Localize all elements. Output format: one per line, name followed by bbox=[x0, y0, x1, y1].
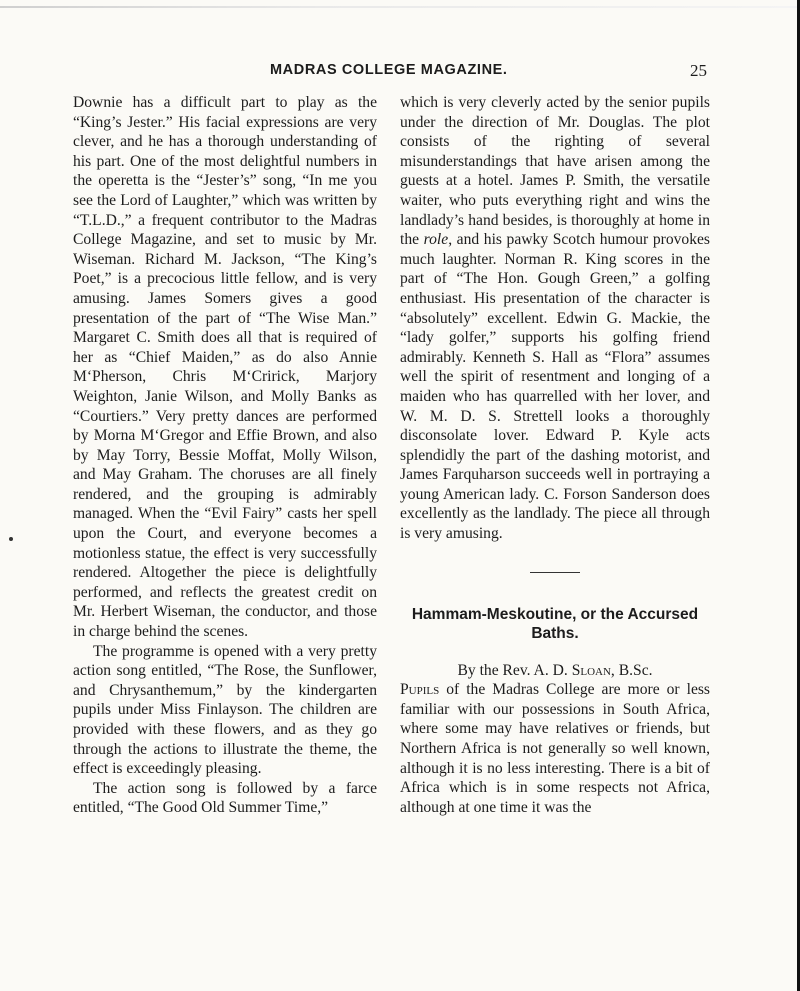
magazine-title: MADRAS COLLEGE MAGAZINE. bbox=[270, 62, 508, 78]
paragraph-farce-review bbox=[400, 93, 710, 544]
paragraph-action-song: The programme is opened with a very pretty action song entitled, “The Rose, the Sunflower, and Chrysanthemum,” by the kindergarten pupils under Miss Finlayson. The children are provided with these flowers, and as they go through the actions to illustrate the theme, the effect is exceedingly pleasing. bbox=[73, 642, 377, 778]
article-lead-word: Pupils bbox=[400, 681, 440, 699]
margin-mark bbox=[9, 537, 13, 541]
article-body bbox=[400, 680, 710, 817]
article-body-text: of the Madras College are more or less familiar with our possessions in South Africa, where some may have relatives or friends, but Northern Africa is not generally so well known, although it is no less interesting. There is a bit of Africa which is in some respects not Africa, although at one time it was the bbox=[400, 681, 710, 816]
left-column bbox=[73, 93, 377, 818]
page-top-edge bbox=[0, 6, 800, 8]
article-title: Hammam-Meskoutine, or the Accursed Baths. bbox=[411, 605, 699, 642]
byline-suffix: , B.Sc. bbox=[610, 661, 653, 679]
section-divider bbox=[530, 572, 580, 573]
article-byline bbox=[400, 661, 710, 681]
byline-name: Sloan bbox=[571, 661, 611, 679]
italic-word: role bbox=[423, 231, 449, 249]
running-head bbox=[0, 62, 800, 84]
page-number: 25 bbox=[690, 61, 707, 80]
paragraph-operetta-review: Downie has a difficult part to play as the “King’s Jester.” His facial expressions are very clever, and he has a thorough understanding of his part. One of the most delightful numbers in the operetta is the “Jester’s” song, “In me you see the Lord of Laughter,” which was written by “T.L.D.,” a frequent contributor to the Madras College Magazine, and set to music by Mr. Wiseman. Richard M. Jackson, “The King’s Poet,” is a precocious little fellow, and is very amusing. James Somers gives a good presentation of the part of “The Wise Man.” Margaret C. Smith does all that is required of her as “Chief Maiden,” as do also Annie M‘Pherson, Chris M‘Cririck, Marjory Weighton, Janie Wilson, and Molly Banks as “Courtiers.” Very pretty dances are performed by Morna M‘Gregor and Effie Brown, and also by May Torry, Bessie Moffat, Molly Wilson, and May Graham. The choruses are all finely rendered, and the grouping is admirably managed. When the “Evil Fairy” casts her spell upon the Court, and everyone becomes a motionless statue, the effect is very successfully rendered. Altogether the piece is delightfully performed, and reflects the greatest credit on Mr. Herbert Wiseman, the conductor, and those in charge behind the scenes. bbox=[73, 94, 377, 641]
paragraph-farce-intro: The action song is followed by a farce entitled, “The Good Old Summer Time,” bbox=[73, 779, 377, 817]
farce-text-end: , and his pawky Scotch humour provokes much laughter. Norman R. King scores in the part of “The Hon. Gough Green,” a golfing enthusiast. His presentation of the character is “absolutely” excellent. Edwin G. Mackie, the “lady golfer,” supports his golfing friend admirably. Kenneth S. Hall as “Flora” assumes well the spirit of resentment and longing of a maiden who has quarrelled with her lover, and W. M. D. S. Strettell looks a thoroughly disconsolate lover. Edward P. Kyle acts splendidly the part of the dashing motorist, and James Farquharson succeeds well in portraying a young American lady. C. Forson Sanderson does excellently as the landlady. The piece all through is very amusing. bbox=[400, 231, 710, 543]
farce-text-start: which is very cleverly acted by the senior pupils under the direction of Mr. Douglas. The plot consists of the righting of several misunderstandings that have arisen among the guests at a hotel. James P. Smith, the versatile waiter, who puts everything right and wins the landlady’s hand besides, is thoroughly at home in the bbox=[400, 94, 710, 249]
right-column bbox=[400, 93, 710, 817]
byline-prefix: By the Rev. A. D. bbox=[457, 661, 572, 679]
